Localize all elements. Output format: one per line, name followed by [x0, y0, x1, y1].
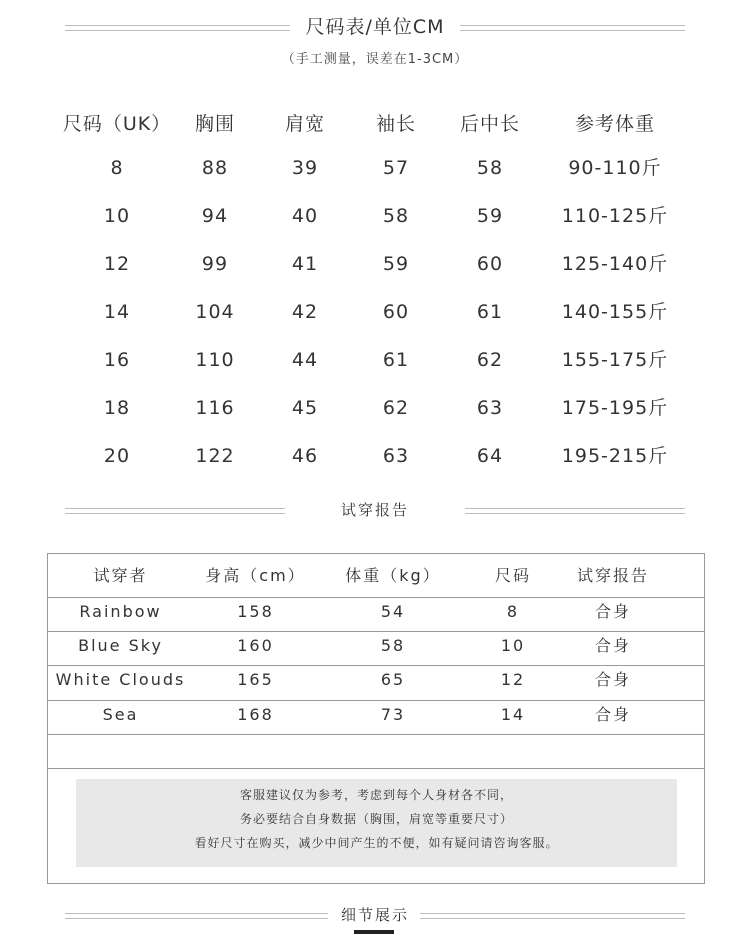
- measure-note: （手工测量，误差在1-3CM）: [281, 52, 469, 67]
- cell-size: 14: [103, 301, 131, 323]
- cell-sleeve: 62: [382, 397, 410, 419]
- header-height: 身高（cm）: [205, 566, 306, 585]
- cell-chest: 104: [195, 301, 235, 323]
- cell-shoulder: 45: [291, 397, 319, 419]
- cell-body-weight: 54: [380, 602, 406, 621]
- advice-note: [76, 779, 677, 867]
- table-row: [40, 288, 720, 336]
- header-size: 尺码: [494, 566, 531, 585]
- cell-length: 64: [476, 445, 504, 467]
- empty-row: [48, 735, 704, 769]
- cell-length: 58: [476, 157, 504, 179]
- cell-shoulder: 41: [291, 253, 319, 275]
- cell-length: 60: [476, 253, 504, 275]
- try-on-title: 试穿报告: [340, 501, 409, 519]
- cell-weight: 110-125斤: [561, 205, 669, 227]
- cell-size: 8: [506, 602, 520, 621]
- cell-shoulder: 40: [291, 205, 319, 227]
- try-on-table: [47, 553, 705, 884]
- details-header: [0, 904, 750, 928]
- header-size: 尺码（UK）: [62, 113, 172, 135]
- size-chart-header: [0, 16, 750, 40]
- table-row: [40, 336, 720, 384]
- size-chart-title: 尺码表/单位CM: [305, 16, 445, 38]
- cell-shoulder: 42: [291, 301, 319, 323]
- cell-weight: 175-195斤: [561, 397, 669, 419]
- cell-chest: 94: [201, 205, 229, 227]
- cell-chest: 110: [195, 349, 235, 371]
- advice-line: 看好尺寸在购买，减少中间产生的不便，如有疑问请咨询客服。: [194, 836, 559, 850]
- cell-height: 160: [237, 636, 274, 655]
- cell-shoulder: 46: [291, 445, 319, 467]
- cell-sleeve: 60: [382, 301, 410, 323]
- cell-size: 18: [103, 397, 131, 419]
- details-underline: [354, 930, 394, 934]
- cell-size: 10: [500, 636, 526, 655]
- cell-length: 62: [476, 349, 504, 371]
- cell-size: 10: [103, 205, 131, 227]
- header-shoulder: 肩宽: [284, 113, 325, 135]
- cell-weight: 195-215斤: [561, 445, 669, 467]
- cell-tester: White Clouds: [55, 670, 186, 689]
- table-row: [48, 632, 704, 666]
- cell-body-weight: 73: [380, 705, 406, 724]
- details-title: 细节展示: [340, 906, 409, 924]
- cell-shoulder: 39: [291, 157, 319, 179]
- table-row: [48, 666, 704, 701]
- header-report: 试穿报告: [576, 566, 649, 585]
- cell-shoulder: 44: [291, 349, 319, 371]
- header-tester: 试穿者: [93, 566, 148, 585]
- header-body-weight: 体重（kg）: [345, 566, 441, 585]
- table-row: [40, 240, 720, 288]
- cell-weight: 125-140斤: [561, 253, 669, 275]
- cell-size: 12: [500, 670, 526, 689]
- cell-size: 20: [103, 445, 131, 467]
- cell-sleeve: 58: [382, 205, 410, 227]
- cell-weight: 140-155斤: [561, 301, 669, 323]
- try-on-header: [0, 499, 750, 523]
- table-row: [48, 598, 704, 632]
- advice-line: 客服建议仅为参考，考虑到每个人身材各不同，: [239, 788, 513, 802]
- try-on-table-header: [48, 554, 704, 598]
- cell-tester: Rainbow: [79, 602, 162, 621]
- cell-size: 8: [110, 157, 124, 179]
- cell-report: 合身: [594, 705, 631, 724]
- cell-chest: 116: [195, 397, 235, 419]
- table-row: [40, 144, 720, 192]
- header-weight: 参考体重: [574, 113, 655, 135]
- cell-body-weight: 65: [380, 670, 406, 689]
- cell-length: 59: [476, 205, 504, 227]
- header-sleeve: 袖长: [375, 113, 416, 135]
- cell-height: 168: [237, 705, 274, 724]
- cell-size: 12: [103, 253, 131, 275]
- cell-chest: 122: [195, 445, 235, 467]
- cell-report: 合身: [594, 602, 631, 621]
- cell-length: 63: [476, 397, 504, 419]
- cell-length: 61: [476, 301, 504, 323]
- table-row: [40, 432, 720, 480]
- size-table-header: [40, 100, 720, 148]
- cell-sleeve: 59: [382, 253, 410, 275]
- cell-sleeve: 61: [382, 349, 410, 371]
- header-chest: 胸围: [194, 113, 235, 135]
- cell-chest: 88: [201, 157, 229, 179]
- table-row: [40, 192, 720, 240]
- cell-sleeve: 63: [382, 445, 410, 467]
- cell-body-weight: 58: [380, 636, 406, 655]
- cell-weight: 155-175斤: [561, 349, 669, 371]
- cell-weight: 90-110斤: [568, 157, 662, 179]
- cell-chest: 99: [201, 253, 229, 275]
- cell-tester: Sea: [102, 705, 139, 724]
- cell-report: 合身: [594, 670, 631, 689]
- header-length: 后中长: [459, 113, 520, 135]
- cell-sleeve: 57: [382, 157, 410, 179]
- cell-size: 14: [500, 705, 526, 724]
- table-row: [48, 701, 704, 735]
- cell-height: 165: [237, 670, 274, 689]
- cell-report: 合身: [594, 636, 631, 655]
- cell-height: 158: [237, 602, 274, 621]
- table-row: [40, 384, 720, 432]
- advice-line: 务必要结合自身数据（胸围，肩宽等重要尺寸）: [239, 812, 513, 826]
- cell-size: 16: [103, 349, 131, 371]
- cell-tester: Blue Sky: [78, 636, 163, 655]
